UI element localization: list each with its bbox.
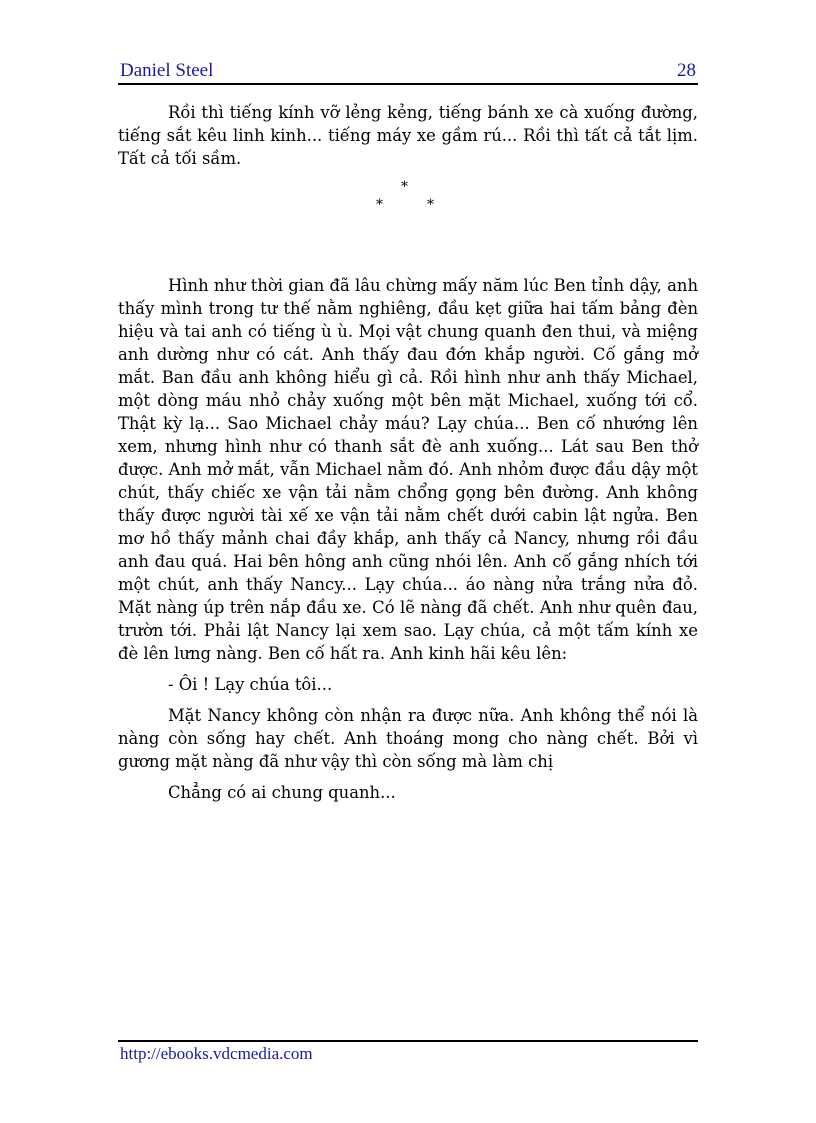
paragraph-3: - Ôi ! Lạy chúa tôi...: [168, 675, 333, 694]
separator-star-top: *: [401, 179, 408, 195]
separator-star-right: *: [427, 197, 434, 213]
page-body: [118, 101, 698, 812]
separator-star-left: *: [376, 197, 383, 213]
page-header: [118, 59, 698, 85]
footer-url-link[interactable]: http://ebooks.vdcmedia.com: [120, 1044, 313, 1063]
paragraph-4: Mặt Nancy không còn nhận ra được nữa. Anh không thể nói là nàng còn sống hay chết. Anh thoáng mong cho nàng chết. Bởi vì gương mặt nàng đã như vậy thì còn sống mà làm chị: [118, 706, 698, 771]
section-separator: [118, 178, 698, 274]
author-name: Daniel Steel: [120, 60, 214, 81]
paragraph-5: Chẳng có ai chung quanh...: [168, 783, 396, 802]
paragraph-1: Rồi thì tiếng kính vỡ lẻng kẻng, tiếng bánh xe cà xuống đường, tiếng sắt kêu linh kinh... tiếng máy xe gầm rú... Rồi thì tất cả tắt lịm. Tất cả tối sầm.: [118, 103, 698, 168]
page-number: 28: [677, 60, 696, 81]
page-footer: [118, 1040, 698, 1064]
paragraph-2: Hình như thời gian đã lâu chừng mấy năm lúc Ben tỉnh dậy, anh thấy mình trong tư thế nằm nghiêng, đầu kẹt giữa hai tấm bảng đèn hiệu và tai anh có tiếng ù ù. Mọi vật chung quanh đen thui, và miệng anh dường như có cát. Anh thấy đau đớn khắp người. Cố gắng mở mắt. Ban đầu anh không hiểu gì cả. Rồi hình như anh thấy Michael, một dòng máu nhỏ chảy xuống một bên mặt Michael, xuống tới cổ. Thật kỳ lạ... Sao Michael chảy máu? Lạy chúa... Ben cố nhướng lên xem, nhưng hình như có thanh sắt đè anh xuống... Lát sau Ben thở được. Anh mở mắt, vẫn Michael nằm đó. Anh nhỏm được đầu dậy một chút, thấy chiếc xe vận tải nằm chổng gọng bên đường. Anh không thấy được người tài xế xe vận tải nằm chết dưới cabin lật ngửa. Ben mơ hồ thấy mảnh chai đầy khắp, anh thấy cả Nancy, nhưng rồi đầu anh đau quá. Hai bên hông anh cũng nhói lên. Anh cố gắng nhích tới một chút, anh thấy Nancy... Lạy chúa... áo nàng nửa trắng nửa đỏ. Mặt nàng úp trên nắp đầu xe. Có lẽ nàng đã chết. Anh như quên đau, trườn tới. Phải lật Nancy lại xem sao. Lạy chúa, cả một tấm kính xe đè lên lưng nàng. Ben cố hất ra. Anh kinh hãi kêu lên:: [118, 276, 698, 663]
